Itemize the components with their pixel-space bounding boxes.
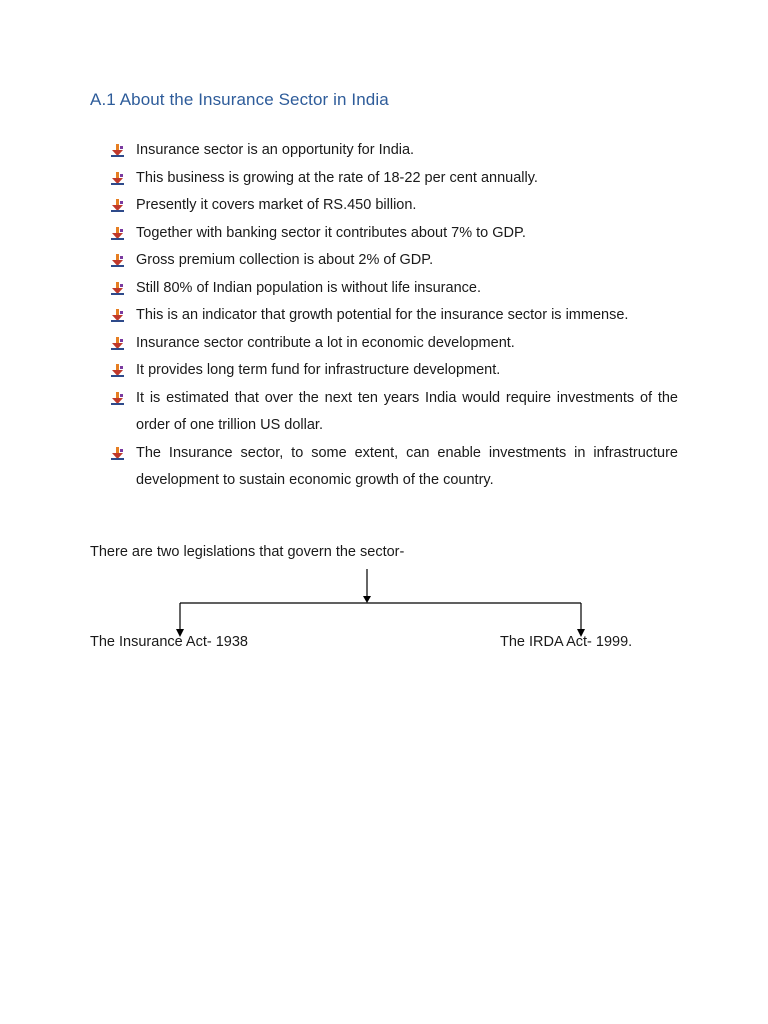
bullet-text: The Insurance sector, to some extent, can enable investments in infrastructure development to sustain economic growth of the country. <box>136 444 678 488</box>
arrow-bullet-icon <box>111 309 125 323</box>
arrow-bullet-icon <box>111 227 125 241</box>
legislation-intro: There are two legislations that govern the sector- <box>90 544 405 560</box>
list-item <box>110 385 678 440</box>
bullet-text: It provides long term fund for infrastructure development. <box>136 362 501 378</box>
arrow-bullet-icon <box>111 199 125 213</box>
insurance-act-label: The Insurance Act- 1938 <box>90 634 248 650</box>
bullet-text: Still 80% of Indian population is without life insurance. <box>136 279 481 296</box>
irda-act-label: The IRDA Act- 1999. <box>500 634 633 650</box>
arrow-bullet-icon <box>111 447 125 461</box>
list-item <box>110 247 678 275</box>
arrow-bullet-icon <box>111 144 125 158</box>
trunk-arrowhead <box>363 596 371 603</box>
bullet-text: Gross premium collection is about 2% of GDP. <box>136 252 434 268</box>
arrow-bullet-icon <box>111 172 125 186</box>
list-item <box>110 165 678 193</box>
list-item <box>110 440 678 495</box>
list-item <box>110 275 678 303</box>
arrow-bullet-icon <box>111 337 125 351</box>
bullet-text: Insurance sector contribute a lot in economic development. <box>136 334 515 351</box>
bullet-text: This is an indicator that growth potential for the insurance sector is immense. <box>136 307 629 323</box>
list-item <box>110 192 678 220</box>
arrow-bullet-icon <box>111 254 125 268</box>
list-item <box>110 137 678 165</box>
arrow-bullet-icon <box>111 364 125 378</box>
list-item <box>110 357 678 385</box>
bullet-text: It is estimated that over the next ten years India would require investments of the order of one trillion US dollar. <box>136 389 678 433</box>
bullet-text: Together with banking sector it contributes about 7% to GDP. <box>136 224 526 241</box>
list-item <box>110 302 678 330</box>
bullet-list <box>110 137 678 495</box>
list-item <box>110 220 678 248</box>
bullet-text: Insurance sector is an opportunity for India. <box>136 142 415 158</box>
section-heading: A.1 About the Insurance Sector in India <box>90 90 389 109</box>
list-item <box>110 330 678 358</box>
bullet-text: This business is growing at the rate of 18-22 per cent annually. <box>136 169 538 186</box>
arrow-bullet-icon <box>111 282 125 296</box>
arrow-bullet-icon <box>111 392 125 406</box>
legislation-tree-diagram <box>0 565 768 645</box>
bullet-text: Presently it covers market of RS.450 billion. <box>136 197 417 213</box>
